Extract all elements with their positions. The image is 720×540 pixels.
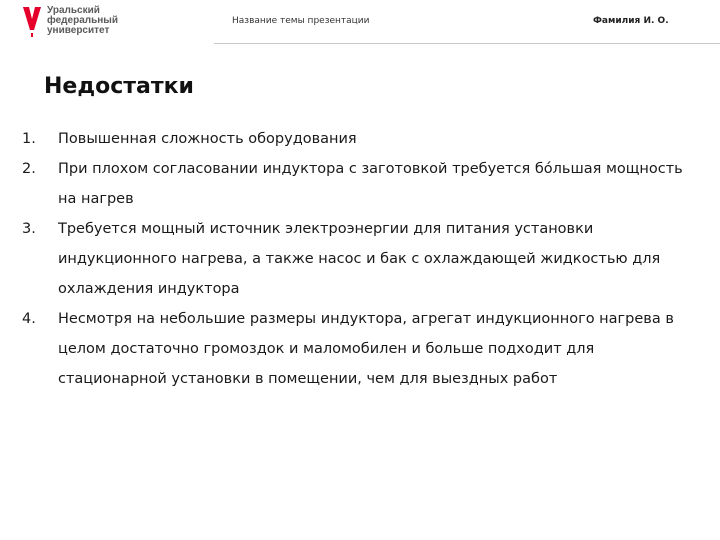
logo-line: университет — [47, 25, 110, 36]
logo-text — [47, 6, 118, 36]
header-divider — [214, 43, 720, 44]
list-item-number: 3. — [22, 221, 36, 237]
list-item-text: При плохом согласовании индуктора с заготовкой требуется бо́льшая мощность на нагрев — [58, 161, 683, 207]
author-name: Фамилия И. О. — [593, 16, 669, 26]
presentation-title: Название темы презентации — [232, 16, 370, 26]
list-item-number: 1. — [22, 131, 36, 147]
list-item-text: Несмотря на небольшие размеры индуктора, агрегат индукционного нагрева в целом достаточно громоздок и маломобилен и больше подходит для стационарной установки в помещении, чем для выездных работ — [58, 311, 674, 387]
list-item-number: 4. — [22, 311, 36, 327]
disadvantages-list — [22, 124, 702, 394]
list-item — [22, 124, 702, 154]
logo-line: Уральский — [47, 5, 100, 16]
list-item-text: Требуется мощный источник электроэнергии для питания установки индукционного нагрева, а также насос и бак с охлаждающей жидкостью для охлаждения индуктора — [58, 221, 661, 297]
list-item — [22, 214, 702, 304]
urfu-logo-icon — [22, 6, 42, 38]
logo-line: федеральный — [47, 15, 118, 26]
list-item — [22, 154, 702, 214]
university-logo — [22, 6, 118, 38]
list-item-number: 2. — [22, 161, 36, 177]
slide-header — [0, 0, 720, 44]
slide-title: Недостатки — [44, 74, 194, 99]
list-item-text: Повышенная сложность оборудования — [58, 131, 357, 147]
list-item — [22, 304, 702, 394]
